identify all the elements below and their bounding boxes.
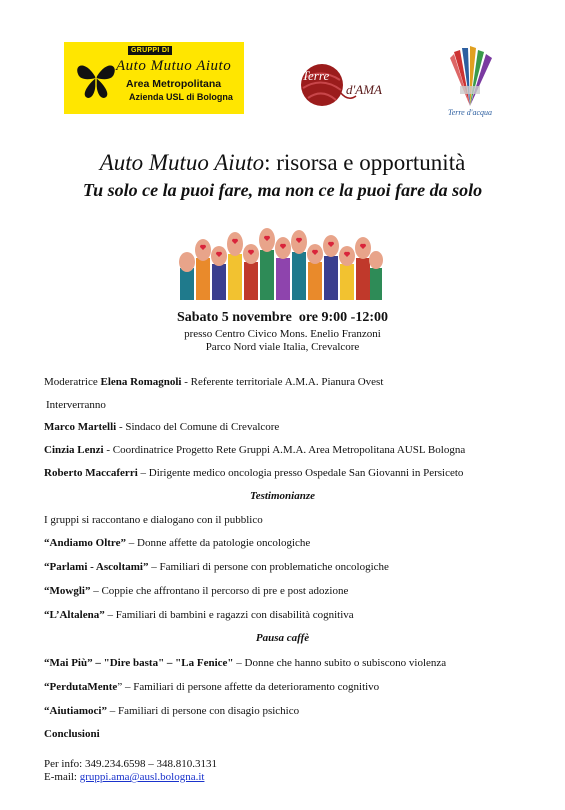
ama-logo-azienda: Azienda USL di Bologna (129, 92, 233, 102)
terre-dama-logo (296, 62, 404, 108)
raised-hands-illustration (176, 228, 386, 300)
group-name: “Aiutiamoci” (44, 705, 107, 717)
page-title-rest: : risorsa e opportunità (264, 150, 466, 175)
ama-logo-area: Area Metropolitana (126, 78, 222, 90)
event-date: Sabato 5 novembre ore 9:00 -12:00 (176, 310, 389, 325)
groups-intro: I gruppi si raccontano e dialogano con il pubblico (44, 514, 263, 526)
group-desc: – Familiari di bambini e ragazzi con disabilità cognitiva (104, 609, 354, 621)
ama-logo-name: Auto Mutuo Aiuto (116, 58, 232, 74)
page-subtitle: Tu solo ce la puoi fare, ma non ce la puoi fare da solo (82, 180, 483, 200)
speaker-name: Cinzia Lenzi (44, 444, 104, 456)
info-phones: 349.234.6598 – 348.810.3131 (84, 758, 217, 770)
moderator-prefix: Moderatrice (44, 376, 101, 388)
moderator-line (44, 376, 383, 388)
info-label: Per info: (44, 758, 85, 770)
group-row (44, 609, 354, 621)
email-line (44, 771, 204, 783)
ama-logo-top-label: GRUPPI DI (128, 46, 172, 55)
group-desc: – Donne che hanno subito o subiscono violenza (233, 657, 447, 669)
group-row (44, 561, 389, 573)
speaker-role: – Dirigente medico oncologia presso Ospedale San Giovanni in Persiceto (137, 467, 464, 479)
email-label: E-mail: (44, 771, 80, 783)
moderator-name: Elena Romagnoli (100, 376, 182, 388)
conclusioni: Conclusioni (44, 728, 100, 740)
terre-dacqua-caption: Terre d'acqua (447, 108, 492, 117)
email-link[interactable]: gruppi.ama@ausl.bologna.it (79, 771, 205, 783)
group-row (44, 681, 379, 693)
group-name: “Mai Più” – "Dire basta" – "La Fenice" (44, 657, 234, 669)
ama-logo (64, 42, 244, 114)
speaker-name: Marco Martelli (44, 421, 117, 433)
group-name: “Parlami - Ascoltami” (44, 561, 149, 573)
speaker-role: - Sindaco del Comune di Crevalcore (116, 421, 280, 433)
testimonianze-heading: Testimonianze (250, 490, 315, 502)
group-row (44, 705, 299, 717)
page-title (0, 150, 565, 176)
speaker-name: Roberto Maccaferri (44, 467, 138, 479)
group-name: “Andiamo Oltre” (44, 537, 126, 549)
group-row (44, 657, 446, 669)
speaker-row (44, 467, 463, 479)
group-name: “L’Altalena” (44, 609, 105, 621)
speakers-label: Interverranno (46, 399, 106, 411)
group-name: “Mowgli” (44, 585, 91, 597)
speaker-row (44, 421, 279, 433)
page-title-italic: Auto Mutuo Aiuto (99, 150, 265, 175)
group-desc: – Donne affette da patologie oncologiche (126, 537, 311, 549)
moderator-role: - Referente territoriale A.M.A. Pianura Ovest (181, 376, 384, 388)
speaker-role: - Coordinatrice Progetto Rete Gruppi A.M.A. Area Metropolitana AUSL Bologna (103, 444, 466, 456)
terre-dacqua-logo (440, 44, 500, 124)
group-desc: – Familiari di persone con disagio psichico (106, 705, 300, 717)
group-row (44, 537, 310, 549)
terre-dama-logo-part2: d'AMA (346, 82, 382, 97)
pausa-caffe-heading: Pausa caffè (255, 632, 310, 644)
speaker-row (44, 444, 465, 456)
group-desc: ” – Familiari di persone affette da deterioramento cognitivo (117, 681, 380, 693)
event-venue-line2: Parco Nord viale Italia, Crevalcore (205, 341, 360, 353)
group-desc: – Familiari di persone con problematiche oncologiche (148, 561, 389, 573)
group-desc: – Coppie che affrontano il percorso di pre e post adozione (90, 585, 349, 597)
event-venue-line1: presso Centro Civico Mons. Enelio Franzoni (184, 328, 381, 340)
terre-dama-logo-part1: Terre (302, 68, 330, 83)
flags-bundle-icon (440, 44, 500, 108)
group-row (44, 585, 348, 597)
info-line (44, 758, 217, 770)
group-name: “PerdutaMente (44, 681, 118, 693)
butterfly-icon (72, 54, 120, 102)
